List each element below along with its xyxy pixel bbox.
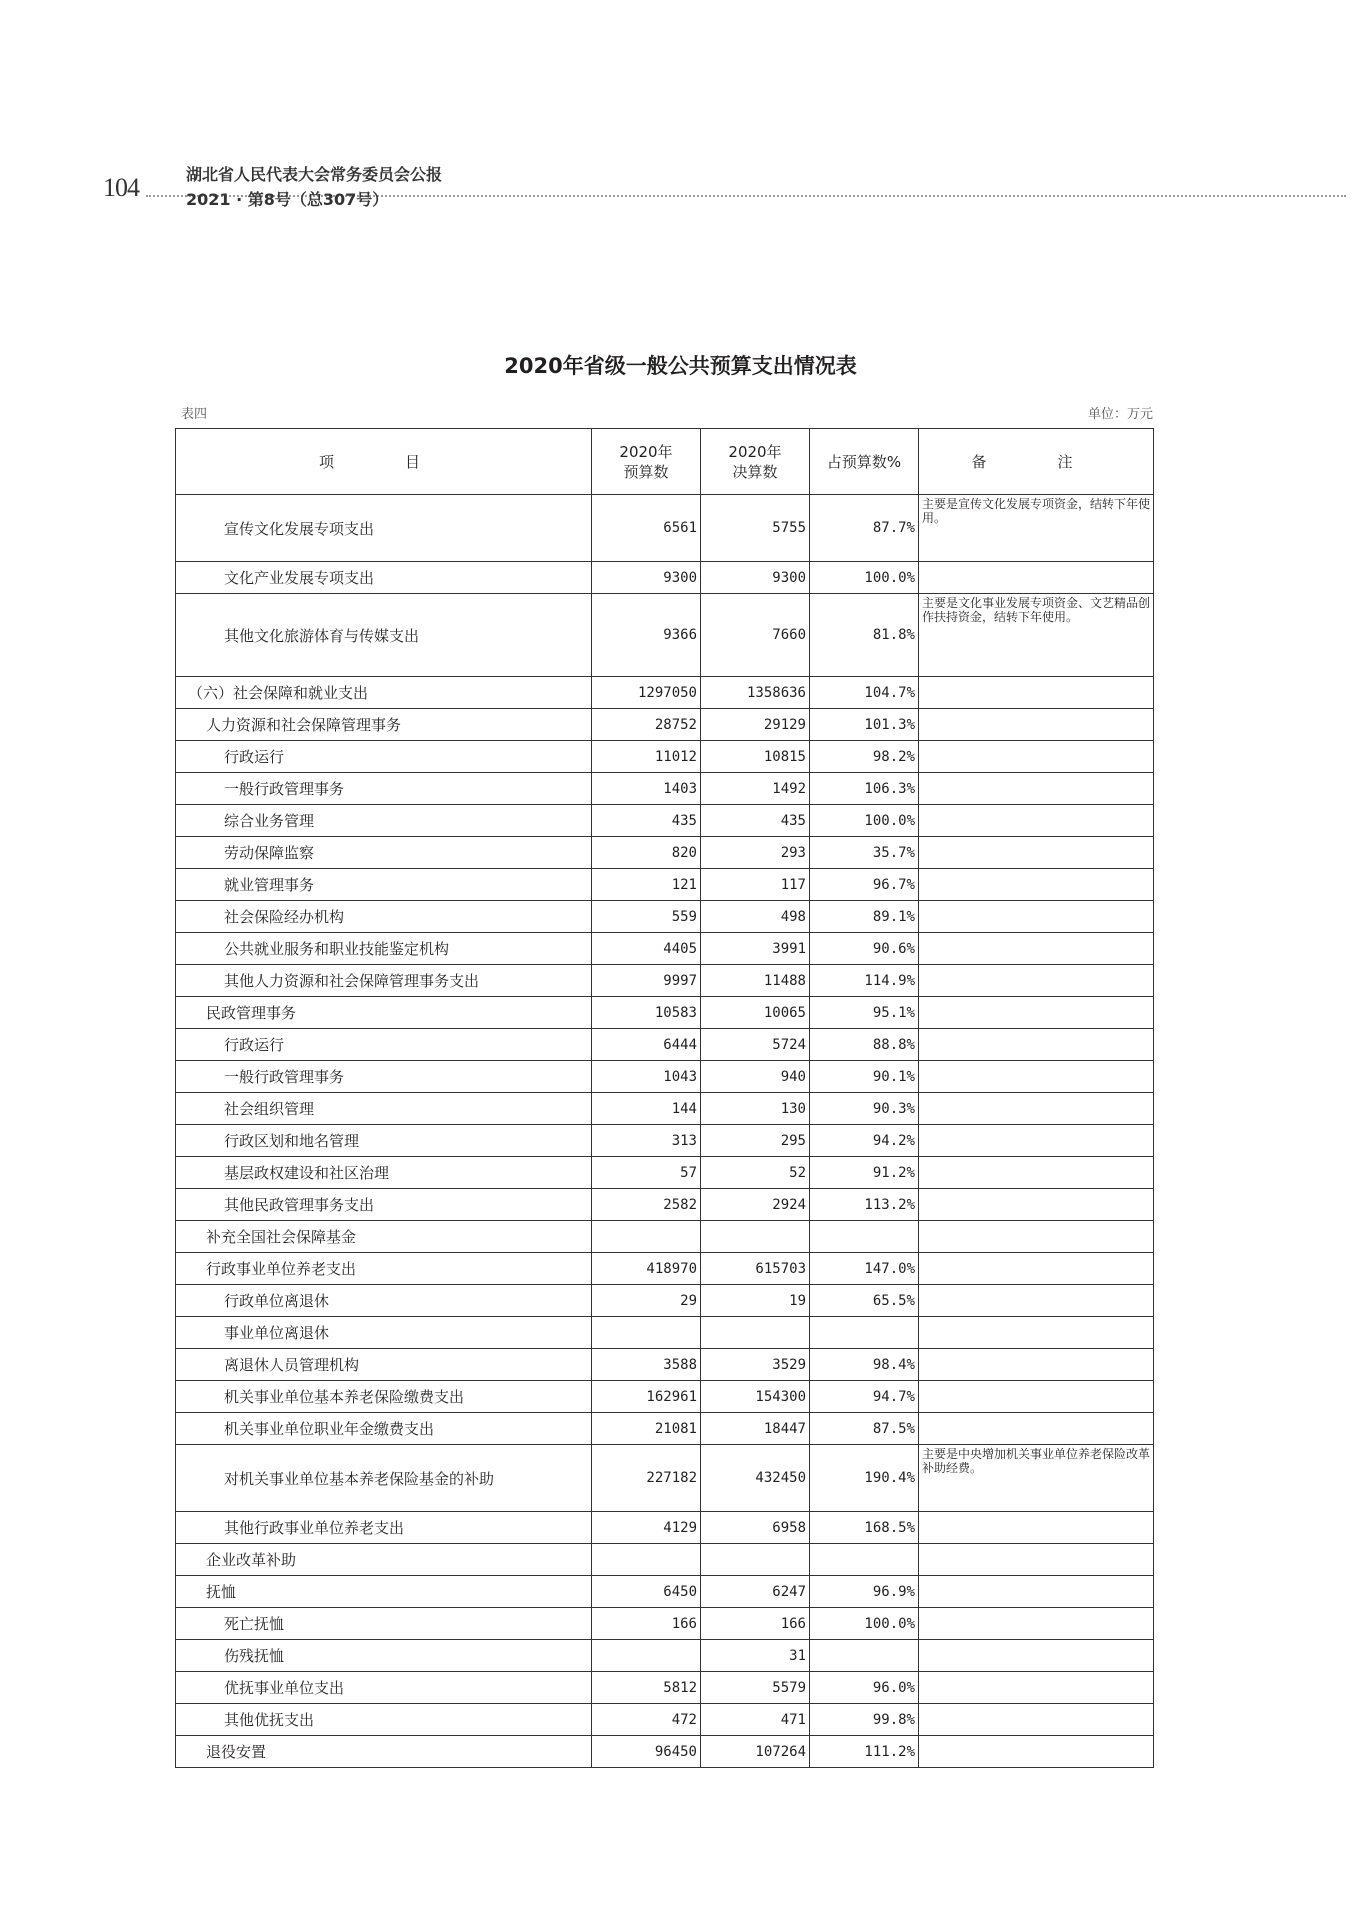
row-final: 166	[701, 1608, 810, 1640]
table-row	[176, 1608, 1154, 1640]
row-budget: 4405	[592, 933, 701, 965]
row-budget: 820	[592, 837, 701, 869]
row-ratio: 100.0%	[810, 562, 919, 594]
row-final: 117	[701, 869, 810, 901]
col-header-item: 项 目	[176, 429, 592, 495]
row-budget: 6444	[592, 1029, 701, 1061]
row-budget: 11012	[592, 741, 701, 773]
row-final: 5579	[701, 1672, 810, 1704]
row-item: 行政运行	[176, 1029, 592, 1061]
row-note: 主要是宣传文化发展专项资金，结转下年使用。	[919, 495, 1154, 562]
row-item: 其他优抚支出	[176, 1704, 592, 1736]
row-note	[919, 1413, 1154, 1445]
row-ratio: 147.0%	[810, 1253, 919, 1285]
row-item: 基层政权建设和社区治理	[176, 1157, 592, 1189]
page-header	[0, 0, 1361, 220]
table-row	[176, 1221, 1154, 1253]
row-item: 宣传文化发展专项支出	[176, 495, 592, 562]
row-final: 432450	[701, 1445, 810, 1512]
row-budget: 6561	[592, 495, 701, 562]
row-final: 471	[701, 1704, 810, 1736]
table-row	[176, 1093, 1154, 1125]
row-final: 10815	[701, 741, 810, 773]
row-note	[919, 709, 1154, 741]
row-ratio: 89.1%	[810, 901, 919, 933]
row-ratio: 106.3%	[810, 773, 919, 805]
row-ratio: 90.3%	[810, 1093, 919, 1125]
row-item: 民政管理事务	[176, 997, 592, 1029]
row-budget: 9300	[592, 562, 701, 594]
row-final: 1492	[701, 773, 810, 805]
row-final: 18447	[701, 1413, 810, 1445]
row-item: 死亡抚恤	[176, 1608, 592, 1640]
table-row	[176, 709, 1154, 741]
row-ratio: 100.0%	[810, 805, 919, 837]
row-note	[919, 1253, 1154, 1285]
row-budget: 2582	[592, 1189, 701, 1221]
table-row	[176, 1253, 1154, 1285]
table-row	[176, 1349, 1154, 1381]
row-item: 综合业务管理	[176, 805, 592, 837]
table-row	[176, 1576, 1154, 1608]
table-row	[176, 965, 1154, 997]
row-note	[919, 1512, 1154, 1544]
row-ratio: 96.0%	[810, 1672, 919, 1704]
row-budget	[592, 1317, 701, 1349]
col-header-final: 2020年 决算数	[701, 429, 810, 495]
row-note	[919, 1608, 1154, 1640]
row-item: 公共就业服务和职业技能鉴定机构	[176, 933, 592, 965]
row-ratio: 95.1%	[810, 997, 919, 1029]
row-ratio: 168.5%	[810, 1512, 919, 1544]
table-row	[176, 495, 1154, 562]
row-budget: 3588	[592, 1349, 701, 1381]
row-note	[919, 1576, 1154, 1608]
row-ratio: 190.4%	[810, 1445, 919, 1512]
row-final: 293	[701, 837, 810, 869]
row-item: （六）社会保障和就业支出	[176, 677, 592, 709]
row-ratio	[810, 1640, 919, 1672]
row-item: 退役安置	[176, 1736, 592, 1768]
table-row	[176, 1381, 1154, 1413]
table-row	[176, 1157, 1154, 1189]
row-ratio: 104.7%	[810, 677, 919, 709]
row-final: 154300	[701, 1381, 810, 1413]
row-item: 补充全国社会保障基金	[176, 1221, 592, 1253]
row-item: 其他民政管理事务支出	[176, 1189, 592, 1221]
table-row	[176, 805, 1154, 837]
table-body	[176, 495, 1154, 1768]
row-note	[919, 1544, 1154, 1576]
row-note	[919, 997, 1154, 1029]
row-item: 对机关事业单位基本养老保险基金的补助	[176, 1445, 592, 1512]
row-budget: 162961	[592, 1381, 701, 1413]
row-note	[919, 1317, 1154, 1349]
table-row	[176, 1445, 1154, 1512]
row-note	[919, 1704, 1154, 1736]
page-title: 2020年省级一般公共预算支出情况表	[504, 354, 857, 378]
row-final: 52	[701, 1157, 810, 1189]
row-ratio: 111.2%	[810, 1736, 919, 1768]
row-ratio: 35.7%	[810, 837, 919, 869]
table-row	[176, 869, 1154, 901]
row-budget: 1297050	[592, 677, 701, 709]
row-ratio	[810, 1221, 919, 1253]
row-final: 6958	[701, 1512, 810, 1544]
row-note	[919, 1093, 1154, 1125]
table-row	[176, 1544, 1154, 1576]
table-row	[176, 741, 1154, 773]
row-item: 优抚事业单位支出	[176, 1672, 592, 1704]
row-budget: 472	[592, 1704, 701, 1736]
row-budget: 559	[592, 901, 701, 933]
row-budget	[592, 1640, 701, 1672]
row-final: 6247	[701, 1576, 810, 1608]
row-item: 行政运行	[176, 741, 592, 773]
row-ratio: 100.0%	[810, 1608, 919, 1640]
row-final: 7660	[701, 594, 810, 677]
row-budget: 166	[592, 1608, 701, 1640]
row-final: 19	[701, 1285, 810, 1317]
expenditure-table	[175, 428, 1154, 1768]
page-number: 104	[103, 173, 139, 202]
row-final: 29129	[701, 709, 810, 741]
row-budget: 96450	[592, 1736, 701, 1768]
row-ratio: 81.8%	[810, 594, 919, 677]
row-item: 机关事业单位职业年金缴费支出	[176, 1413, 592, 1445]
table-row	[176, 773, 1154, 805]
row-note	[919, 741, 1154, 773]
row-note: 主要是文化事业发展专项资金、文艺精品创作扶持资金，结转下年使用。	[919, 594, 1154, 677]
row-budget: 29	[592, 1285, 701, 1317]
row-note	[919, 1061, 1154, 1093]
row-budget: 10583	[592, 997, 701, 1029]
row-final: 435	[701, 805, 810, 837]
col-header-budget: 2020年 预算数	[592, 429, 701, 495]
row-final: 498	[701, 901, 810, 933]
table-row	[176, 1736, 1154, 1768]
col-header-ratio: 占预算数%	[810, 429, 919, 495]
row-final	[701, 1317, 810, 1349]
row-item: 其他人力资源和社会保障管理事务支出	[176, 965, 592, 997]
row-budget: 6450	[592, 1576, 701, 1608]
row-note	[919, 901, 1154, 933]
row-ratio: 98.2%	[810, 741, 919, 773]
row-final: 615703	[701, 1253, 810, 1285]
row-note	[919, 1736, 1154, 1768]
row-note	[919, 1285, 1154, 1317]
table-row	[176, 933, 1154, 965]
row-note	[919, 1640, 1154, 1672]
table-row	[176, 1029, 1154, 1061]
row-final: 9300	[701, 562, 810, 594]
row-budget: 9997	[592, 965, 701, 997]
row-budget: 313	[592, 1125, 701, 1157]
row-ratio: 87.5%	[810, 1413, 919, 1445]
row-note	[919, 1381, 1154, 1413]
table-row	[176, 594, 1154, 677]
row-item: 劳动保障监察	[176, 837, 592, 869]
row-item: 一般行政管理事务	[176, 773, 592, 805]
row-budget	[592, 1221, 701, 1253]
row-ratio	[810, 1317, 919, 1349]
row-ratio: 99.8%	[810, 1704, 919, 1736]
table-row	[176, 1317, 1154, 1349]
table-row	[176, 1189, 1154, 1221]
row-note	[919, 1029, 1154, 1061]
row-item: 一般行政管理事务	[176, 1061, 592, 1093]
journal-name: 湖北省人民代表大会常务委员会公报	[186, 165, 443, 184]
row-ratio: 65.5%	[810, 1285, 919, 1317]
row-budget: 1403	[592, 773, 701, 805]
table-row	[176, 997, 1154, 1029]
row-final: 130	[701, 1093, 810, 1125]
row-item: 伤残抚恤	[176, 1640, 592, 1672]
row-note	[919, 1189, 1154, 1221]
row-final: 107264	[701, 1736, 810, 1768]
row-ratio: 91.2%	[810, 1157, 919, 1189]
row-note	[919, 1672, 1154, 1704]
row-item: 行政区划和地名管理	[176, 1125, 592, 1157]
row-budget: 28752	[592, 709, 701, 741]
row-budget	[592, 1544, 701, 1576]
row-budget: 227182	[592, 1445, 701, 1512]
table-row	[176, 1413, 1154, 1445]
row-note	[919, 1221, 1154, 1253]
row-note: 主要是中央增加机关事业单位养老保险改革补助经费。	[919, 1445, 1154, 1512]
row-final: 5755	[701, 495, 810, 562]
row-note	[919, 965, 1154, 997]
row-item: 社会组织管理	[176, 1093, 592, 1125]
row-note	[919, 1125, 1154, 1157]
row-item: 离退休人员管理机构	[176, 1349, 592, 1381]
row-note	[919, 837, 1154, 869]
row-ratio: 96.7%	[810, 869, 919, 901]
row-final: 5724	[701, 1029, 810, 1061]
row-final: 2924	[701, 1189, 810, 1221]
row-final: 1358636	[701, 677, 810, 709]
row-item: 抚恤	[176, 1576, 592, 1608]
row-budget: 9366	[592, 594, 701, 677]
table-header-row	[176, 429, 1154, 495]
row-item: 人力资源和社会保障管理事务	[176, 709, 592, 741]
row-note	[919, 933, 1154, 965]
row-item: 社会保险经办机构	[176, 901, 592, 933]
row-note	[919, 1157, 1154, 1189]
row-budget: 57	[592, 1157, 701, 1189]
row-budget: 418970	[592, 1253, 701, 1285]
row-item: 其他行政事业单位养老支出	[176, 1512, 592, 1544]
row-note	[919, 562, 1154, 594]
row-item: 机关事业单位基本养老保险缴费支出	[176, 1381, 592, 1413]
row-budget: 1043	[592, 1061, 701, 1093]
row-note	[919, 1349, 1154, 1381]
row-budget: 5812	[592, 1672, 701, 1704]
row-ratio: 90.1%	[810, 1061, 919, 1093]
table-row	[176, 1125, 1154, 1157]
table-row	[176, 1704, 1154, 1736]
row-note	[919, 869, 1154, 901]
row-item: 就业管理事务	[176, 869, 592, 901]
row-note	[919, 677, 1154, 709]
row-item: 行政单位离退休	[176, 1285, 592, 1317]
row-note	[919, 773, 1154, 805]
row-ratio: 98.4%	[810, 1349, 919, 1381]
row-ratio: 94.2%	[810, 1125, 919, 1157]
row-note	[919, 805, 1154, 837]
table-row	[176, 1285, 1154, 1317]
table-row	[176, 1512, 1154, 1544]
row-ratio: 113.2%	[810, 1189, 919, 1221]
row-ratio: 87.7%	[810, 495, 919, 562]
table-row	[176, 562, 1154, 594]
row-item: 文化产业发展专项支出	[176, 562, 592, 594]
journal-issue: 2021 · 第8号（总307号）	[186, 190, 389, 209]
row-item: 行政事业单位养老支出	[176, 1253, 592, 1285]
row-ratio: 88.8%	[810, 1029, 919, 1061]
row-budget: 121	[592, 869, 701, 901]
col-header-note: 备 注	[919, 429, 1154, 495]
row-final: 10065	[701, 997, 810, 1029]
row-final: 295	[701, 1125, 810, 1157]
row-final: 11488	[701, 965, 810, 997]
row-final: 3529	[701, 1349, 810, 1381]
row-ratio: 90.6%	[810, 933, 919, 965]
table-row	[176, 1061, 1154, 1093]
table-row	[176, 837, 1154, 869]
table-row	[176, 1672, 1154, 1704]
row-budget: 144	[592, 1093, 701, 1125]
row-final	[701, 1544, 810, 1576]
row-final: 31	[701, 1640, 810, 1672]
row-ratio	[810, 1544, 919, 1576]
table-row	[176, 901, 1154, 933]
table-row	[176, 677, 1154, 709]
row-final: 3991	[701, 933, 810, 965]
row-final: 940	[701, 1061, 810, 1093]
row-budget: 21081	[592, 1413, 701, 1445]
row-budget: 435	[592, 805, 701, 837]
row-item: 事业单位离退休	[176, 1317, 592, 1349]
row-item: 其他文化旅游体育与传媒支出	[176, 594, 592, 677]
table-label: 表四	[181, 407, 208, 422]
row-ratio: 94.7%	[810, 1381, 919, 1413]
row-ratio: 114.9%	[810, 965, 919, 997]
row-item: 企业改革补助	[176, 1544, 592, 1576]
row-budget: 4129	[592, 1512, 701, 1544]
row-ratio: 96.9%	[810, 1576, 919, 1608]
table-row	[176, 1640, 1154, 1672]
unit-label: 单位：万元	[1087, 407, 1153, 422]
row-ratio: 101.3%	[810, 709, 919, 741]
row-final	[701, 1221, 810, 1253]
